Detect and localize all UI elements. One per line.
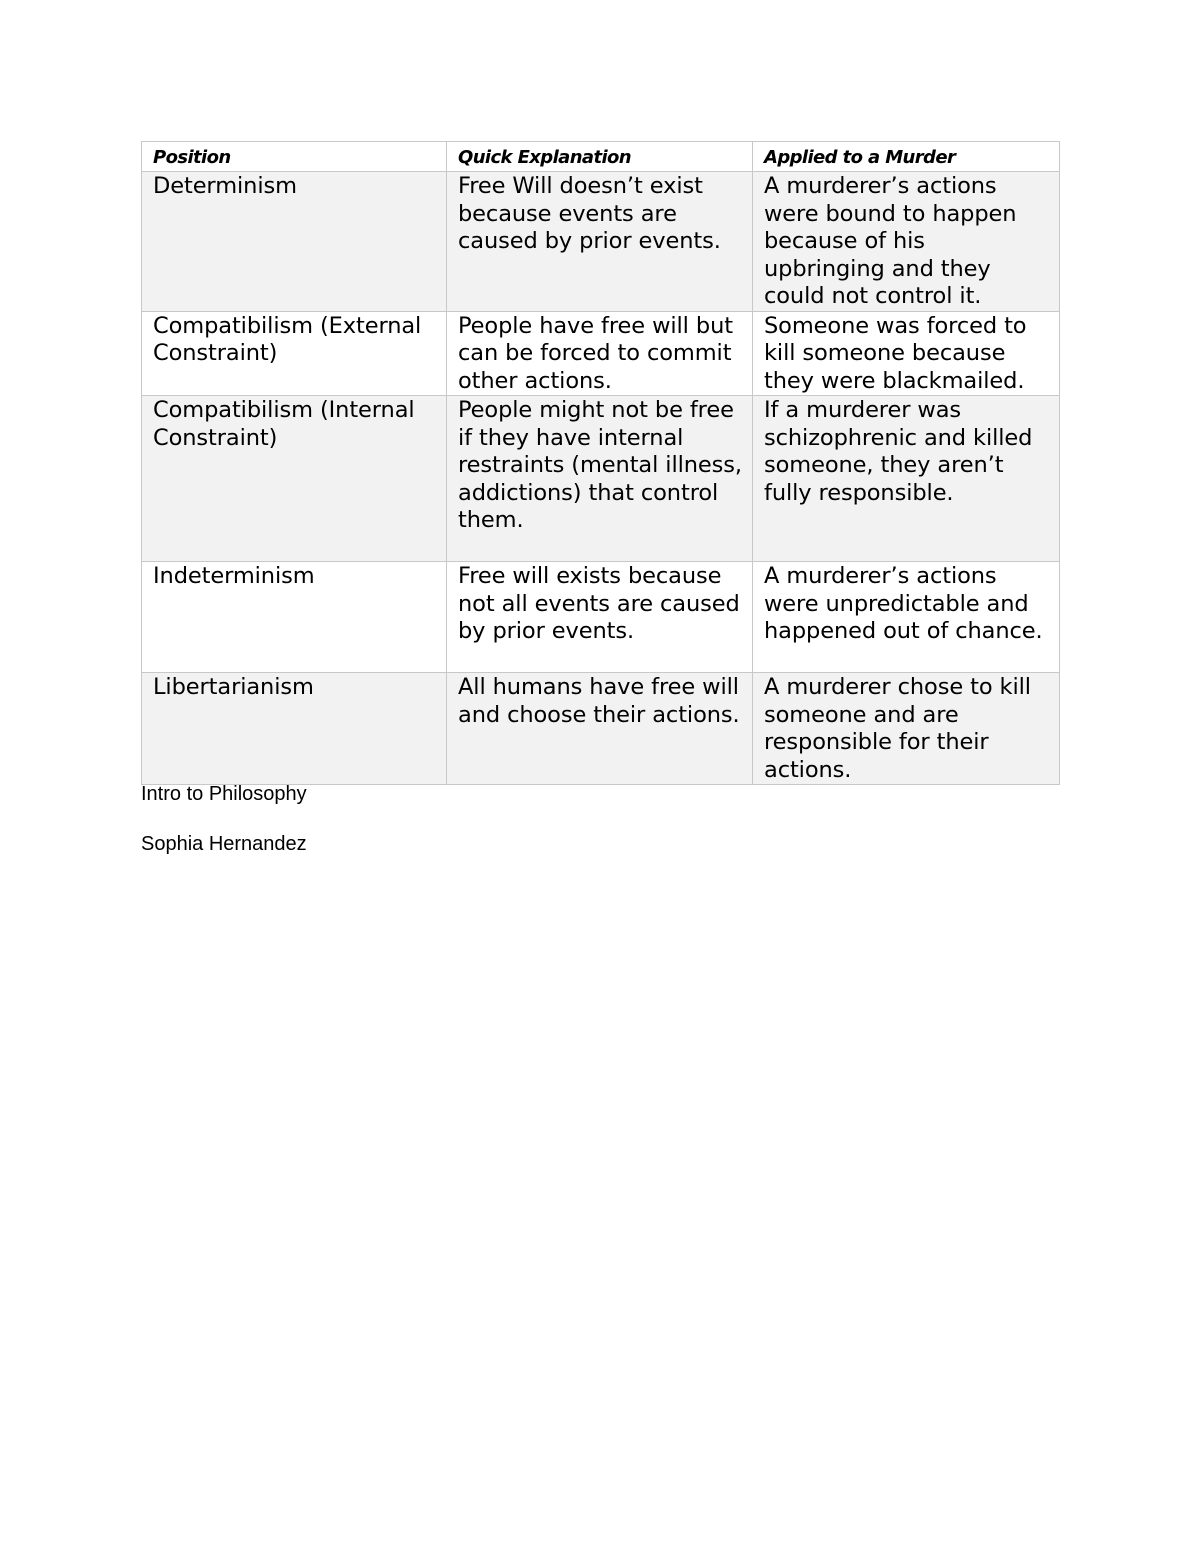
table-row [142,562,1060,673]
positions-table [141,141,1060,785]
header-position: Position [142,142,447,172]
applied-cell: A murderer’s actions were unpredictable and happened out of chance. [753,562,1060,673]
table-row [142,172,1060,312]
explanation-cell: People have free will but can be forced to commit other actions. [447,311,753,396]
table-header-row [142,142,1060,172]
author-name: Sophia Hernandez [141,833,307,855]
applied-cell: A murderer’s actions were bound to happen because of his upbringing and they could not control it. [753,172,1060,312]
explanation-cell: All humans have free will and choose their actions. [447,673,753,785]
applied-cell: Someone was forced to kill someone because they were blackmailed. [753,311,1060,396]
position-cell: Compatibilism (External Constraint) [142,311,447,396]
header-applied-to-murder: Applied to a Murder [753,142,1060,172]
header-quick-explanation: Quick Explanation [447,142,753,172]
table-row [142,311,1060,396]
explanation-cell: Free Will doesn’t exist because events are caused by prior events. [447,172,753,312]
applied-cell: If a murderer was schizophrenic and killed someone, they aren’t fully responsible. [753,396,1060,562]
position-cell: Indeterminism [142,562,447,673]
explanation-cell: People might not be free if they have internal restraints (mental illness, addictions) that control them. [447,396,753,562]
table-row [142,396,1060,562]
position-cell: Determinism [142,172,447,312]
course-name: Intro to Philosophy [141,783,307,805]
position-cell: Libertarianism [142,673,447,785]
position-cell: Compatibilism (Internal Constraint) [142,396,447,562]
applied-cell: A murderer chose to kill someone and are responsible for their actions. [753,673,1060,785]
table-row [142,673,1060,785]
explanation-cell: Free will exists because not all events are caused by prior events. [447,562,753,673]
